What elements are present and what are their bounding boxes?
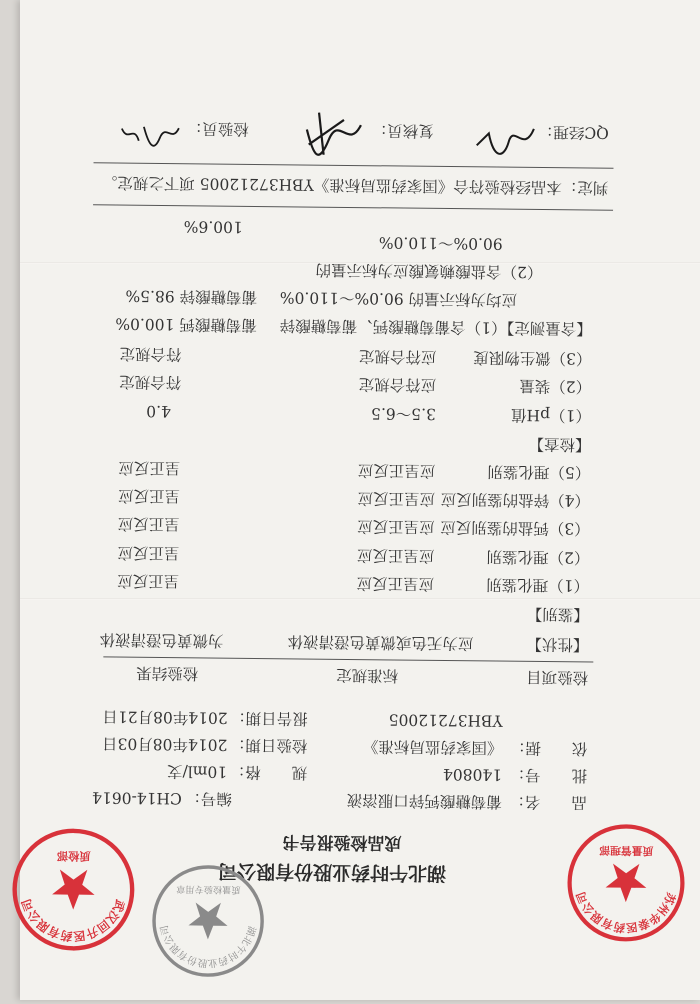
- report-no-label: 编号：: [185, 789, 232, 808]
- assay-line-1: 【含量测定】（1）含葡萄糖酸钙、葡萄糖酸锌: [279, 316, 592, 338]
- qc-manager-label: QC经理：: [537, 122, 609, 142]
- assay-line-3: （2）含盐酸赖氨酸应为标示量的: [315, 260, 543, 282]
- row-standard: 应符合规定: [358, 375, 437, 394]
- report-date-label: 报告日期：: [230, 708, 308, 728]
- col-standard: 标准规定: [336, 665, 399, 685]
- row-item: （1）理化鉴别: [486, 575, 590, 595]
- manufacturer-seal: [150, 863, 266, 979]
- row-result: 符合规定: [119, 344, 182, 364]
- inspector-signature: [114, 113, 184, 154]
- report-title: 成品检验报告书: [282, 831, 402, 853]
- row-item: （4）锌盐的鉴别反应: [440, 489, 591, 510]
- row-item: 【性状】: [526, 634, 589, 654]
- row-standard: 应呈正反应: [356, 546, 435, 565]
- conclusion: 判定：本品经检验符合《国家药监局标准》YBH37212005 项下之规定。: [101, 173, 609, 197]
- row-standard: 应呈正反应: [357, 461, 436, 480]
- col-item: 检验项目: [526, 667, 589, 687]
- row-result: 呈正反应: [118, 458, 181, 478]
- row-result: 呈正反应: [117, 486, 181, 506]
- qc-manager-signature: [469, 113, 540, 164]
- row-item: （2）理化鉴别: [486, 547, 590, 567]
- row-item: （5）理化鉴别: [487, 462, 591, 482]
- col-result: 检验结果: [136, 663, 199, 683]
- assay-result-zinc: 葡萄糖酸锌 98.5%: [125, 286, 258, 307]
- row-result: 符合规定: [119, 372, 182, 392]
- row-result: 为微黄色澄清液体: [99, 630, 224, 650]
- row-item: （3）钙盐的鉴别反应: [440, 517, 590, 538]
- seal-left-text: 武汉回升医药有限公司: [19, 896, 128, 944]
- seal-middle-center: 质量检验专用章: [176, 883, 241, 895]
- batch-value: 140804: [442, 764, 503, 784]
- assay-result-calcium: 葡萄糖酸钙 100.0%: [115, 314, 257, 335]
- basis-code: YBH37212005: [388, 710, 503, 730]
- product-value: 葡萄糖酸钙锌口服溶液: [346, 790, 502, 811]
- row-standard: 应呈正反应: [356, 574, 435, 593]
- row-item: （2）装量: [519, 376, 592, 396]
- assay-line-2: 应均为标示量的 90.0%～110.0%: [279, 288, 518, 309]
- assay-result-lysine: 100.6%: [183, 217, 243, 236]
- test-date-value: 2014年08月03日: [101, 734, 228, 754]
- row-standard: 应呈正反应: [357, 517, 435, 536]
- row-result: 4.0: [146, 401, 172, 421]
- company-name: 湖北午时药业股份有限公司: [217, 859, 447, 885]
- row-item: （1）pH值: [510, 405, 591, 425]
- row-item: （3）微生物限度: [473, 348, 592, 368]
- assay-line-4: 90.0%～110.0%: [378, 233, 503, 253]
- row-standard: 应为无色或微黄色澄清液体: [287, 632, 474, 653]
- report-date-value: 2014年08月21日: [102, 707, 228, 727]
- row-item: 【检查】: [528, 434, 591, 454]
- product-label: 品 名：: [509, 792, 587, 812]
- table-top-rule: [103, 656, 593, 662]
- batch-label: 批 号：: [509, 765, 588, 785]
- row-result: 呈正反应: [117, 571, 180, 591]
- row-item: 【鉴别】: [526, 604, 589, 624]
- reviewer-label: 复核员：: [371, 121, 434, 140]
- seal-left-center: 质检部: [56, 848, 91, 863]
- row-standard: 应符合规定: [358, 347, 437, 366]
- inspector-label: 检验员：: [186, 119, 249, 138]
- row-result: 呈正反应: [117, 543, 180, 563]
- distributor-seal-right: [565, 822, 686, 943]
- conclusion-top-rule: [93, 204, 613, 210]
- seal-middle-text: 湖北午时药业股份有限公司: [159, 923, 257, 969]
- report-no-value: CH14-0614: [91, 788, 182, 808]
- seal-right-text: 苏州华泰医药有限公司: [573, 889, 679, 936]
- spec-label: 规 格：: [229, 762, 308, 782]
- test-date-label: 检验日期：: [229, 735, 308, 755]
- row-standard: 应呈正反应: [357, 489, 436, 508]
- basis-label: 依 据：: [509, 738, 588, 758]
- spec-value: 10ml/支: [166, 762, 228, 781]
- row-standard: 3.5～6.5: [371, 404, 437, 423]
- row-result: 呈正反应: [117, 514, 180, 534]
- distributor-seal-left: [10, 826, 136, 952]
- basis-value: 《国家药监局标准》: [362, 737, 503, 757]
- seal-right-center: 质量管理部: [599, 843, 654, 858]
- reviewer-signature: [289, 104, 370, 165]
